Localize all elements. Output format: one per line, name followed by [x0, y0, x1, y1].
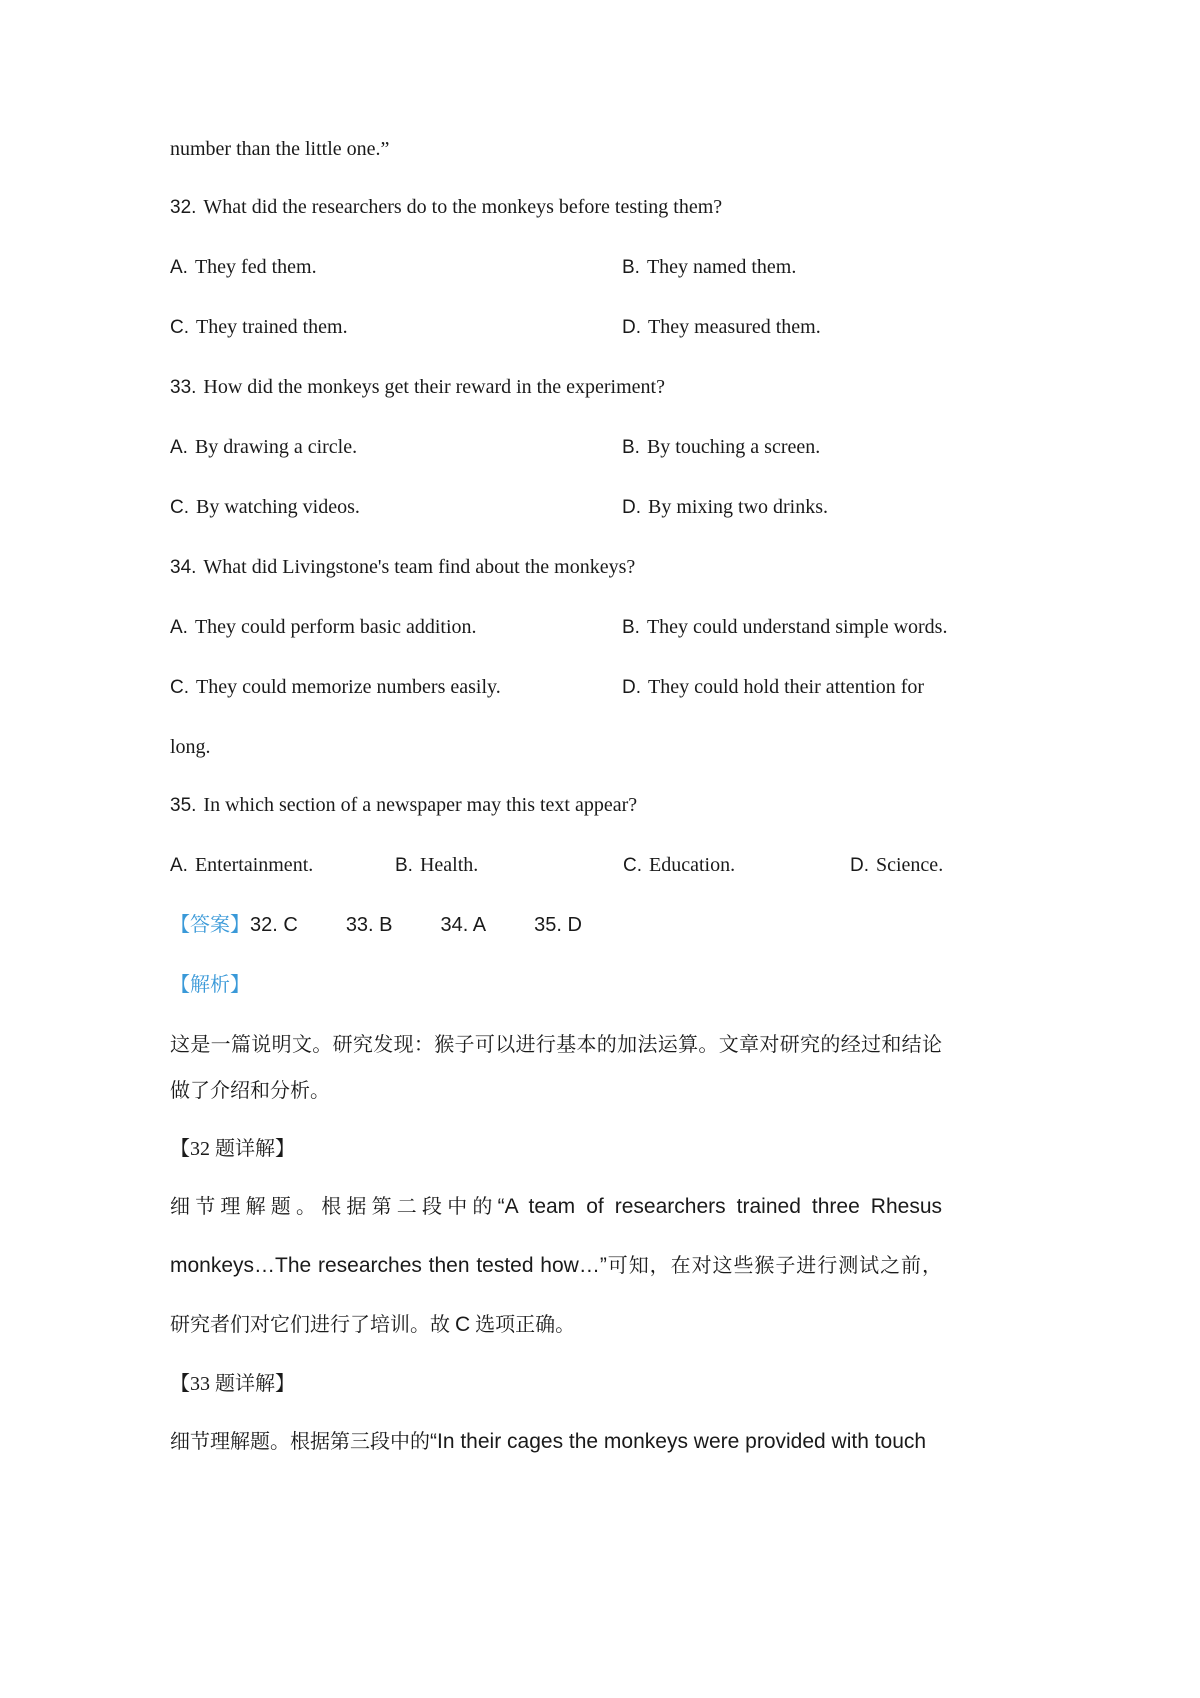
option-text: By touching a screen.: [646, 436, 821, 458]
question-number: 32.: [170, 197, 197, 218]
analysis-marker: 【解析】: [170, 974, 250, 996]
question-stem-35: [170, 776, 942, 836]
option-text: By mixing two drinks.: [648, 496, 829, 518]
option-label: B.: [395, 855, 413, 876]
option-text: They fed them.: [194, 256, 317, 278]
option-b: [622, 418, 942, 478]
option-d: [622, 298, 942, 358]
option-label: D.: [622, 497, 641, 518]
option-d: [850, 836, 943, 896]
question-text: In which section of a newspaper may this text appear?: [203, 794, 638, 816]
question-block-34: [170, 538, 948, 776]
option-row: [170, 598, 948, 658]
answer-item: 34. A: [440, 914, 487, 936]
option-label: B.: [622, 617, 640, 638]
option-text: Education.: [649, 854, 736, 876]
option-label: D.: [622, 317, 641, 338]
option-a: [170, 598, 622, 658]
question-text: How did the monkeys get their reward in the experiment?: [203, 376, 665, 398]
option-text: They trained them.: [196, 316, 348, 338]
question-block-33: [170, 358, 942, 538]
analysis-marker-line: [170, 956, 942, 1016]
section-heading-32: 【32 题详解】: [170, 1138, 295, 1160]
question-number: 35.: [170, 795, 197, 816]
option-a: [170, 238, 622, 298]
option-text: They could understand simple words.: [646, 616, 948, 638]
option-label: A.: [170, 437, 188, 458]
option-text: They could memorize numbers easily.: [196, 676, 501, 698]
option-label: A.: [170, 855, 188, 876]
section-heading-33: 【33 题详解】: [170, 1373, 295, 1395]
question-stem-33: [170, 358, 942, 418]
option-text: Health.: [419, 854, 479, 876]
option-text: Entertainment.: [194, 854, 314, 876]
question-stem-34: [170, 538, 942, 598]
option-b: [622, 238, 942, 298]
page-content: [170, 120, 948, 1472]
question-block-32: [170, 178, 942, 358]
section-body-32: [170, 1178, 942, 1355]
answer-letter: C: [455, 1313, 471, 1336]
analysis-intro: 这是一篇说明文。研究发现：猴子可以进行基本的加法运算。文章对研究的经过和结论做了介绍和分析。: [170, 1034, 942, 1102]
option-row: [170, 836, 942, 896]
question-text: What did Livingstone's team find about the monkeys?: [203, 556, 636, 578]
answer-marker: 【答案】: [170, 914, 250, 936]
option-row: [170, 658, 942, 718]
option-b: [395, 836, 623, 896]
option-row: [170, 298, 942, 358]
explain-text: 选项正确。: [470, 1314, 576, 1336]
option-a: [170, 418, 622, 478]
question-stem-32: [170, 178, 942, 238]
option-c: [170, 478, 622, 538]
question-number: 34.: [170, 557, 197, 578]
option-c: [170, 298, 622, 358]
option-b: [622, 598, 947, 658]
option-text: They could hold their attention for: [648, 676, 925, 698]
option-text: They could perform basic addition.: [194, 616, 477, 638]
question-number: 33.: [170, 377, 197, 398]
option-label: D.: [622, 677, 641, 698]
option-label: C.: [170, 317, 189, 338]
option-c: [170, 658, 622, 718]
option-label: C.: [170, 497, 189, 518]
question-block-35: [170, 776, 942, 896]
option-label: C.: [623, 855, 642, 876]
option-c: [623, 836, 850, 896]
option-label: B.: [622, 257, 640, 278]
option-label: C.: [170, 677, 189, 698]
carryover-text: number than the little one.”: [170, 138, 390, 160]
answer-item: 35. D: [534, 914, 582, 936]
option-label: A.: [170, 617, 188, 638]
option-a: [170, 836, 395, 896]
option-label: A.: [170, 257, 188, 278]
quoted-source-text: “In their cages the monkeys were provided with touch: [430, 1430, 927, 1453]
option-label: B.: [622, 437, 640, 458]
option-text: They measured them.: [648, 316, 821, 338]
option-text: Science.: [876, 854, 944, 876]
explain-text: 可知，在对这些猴子进行测试之前，研究者们对它们进行了培训。故: [170, 1255, 942, 1336]
section-body-33: [170, 1413, 942, 1472]
option-row: [170, 478, 942, 538]
option-d: [622, 478, 942, 538]
option-text: By drawing a circle.: [194, 436, 358, 458]
option-text: They named them.: [646, 256, 797, 278]
option-label: D.: [850, 855, 869, 876]
question-text: What did the researchers do to the monkeys before testing them?: [203, 196, 723, 218]
quoted-source-text: “A team of researchers trained three Rhesus monkeys…The researches then tested how…”: [170, 1195, 943, 1277]
answer-item: 33. B: [345, 914, 393, 936]
answer-line: [170, 896, 942, 956]
option-row: [170, 238, 942, 298]
explain-text: 细节理解题。根据第三段中的: [170, 1431, 430, 1453]
answer-item: 32. C: [250, 914, 298, 936]
explain-text: 细节理解题。根据第二段中的: [170, 1196, 498, 1218]
option-d-wrap: long.: [170, 736, 211, 758]
option-row: [170, 418, 942, 478]
option-d: [622, 658, 942, 718]
option-text: By watching videos.: [196, 496, 360, 518]
